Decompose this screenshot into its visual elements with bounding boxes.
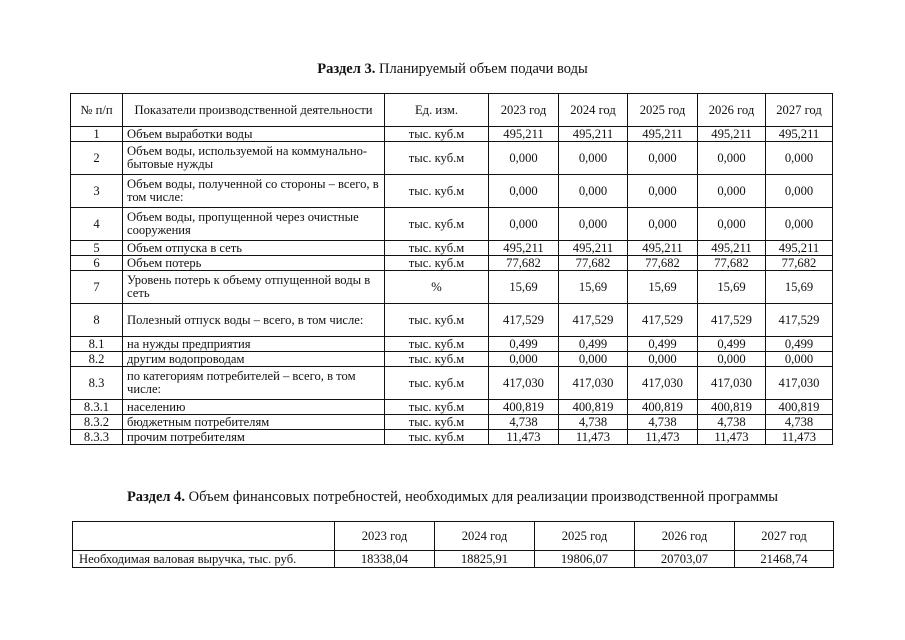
- row-value: 77,682: [489, 256, 559, 271]
- row-value: 0,000: [489, 175, 559, 208]
- row-value: 0,499: [766, 337, 833, 352]
- row-value: 0,499: [628, 337, 698, 352]
- header-year: 2027 год: [735, 522, 834, 551]
- row-num: 8.1: [71, 337, 123, 352]
- header-year: 2027 год: [766, 94, 833, 127]
- row-num: 6: [71, 256, 123, 271]
- table-row: [71, 400, 833, 415]
- row-name: прочим потребителям: [123, 430, 385, 445]
- row-name: на нужды предприятия: [123, 337, 385, 352]
- row-value: 0,000: [698, 208, 766, 241]
- table-row: [71, 337, 833, 352]
- section-3-title-bold: Раздел 3.: [317, 61, 376, 77]
- row-value: 77,682: [766, 256, 833, 271]
- row-name: Уровень потерь к объему отпущенной воды в сеть: [123, 271, 385, 304]
- row-value: 400,819: [628, 400, 698, 415]
- section-4-title: [0, 488, 905, 506]
- table-row: [71, 271, 833, 304]
- header-year: 2024 год: [435, 522, 535, 551]
- row-value: 0,000: [559, 208, 628, 241]
- row-num: 8.3.1: [71, 400, 123, 415]
- header-num: № п/п: [71, 94, 123, 127]
- row-value: 0,499: [559, 337, 628, 352]
- row-unit: %: [385, 271, 489, 304]
- financial-needs-table: [72, 521, 834, 568]
- row-value: 18338,04: [335, 551, 435, 568]
- table-row: [71, 367, 833, 400]
- row-value: 11,473: [489, 430, 559, 445]
- row-name: Необходимая валовая выручка, тыс. руб.: [73, 551, 335, 568]
- row-value: 417,030: [698, 367, 766, 400]
- row-value: 0,000: [489, 352, 559, 367]
- row-value: 0,000: [628, 352, 698, 367]
- row-name: Полезный отпуск воды – всего, в том числе:: [123, 304, 385, 337]
- row-value: 400,819: [698, 400, 766, 415]
- row-value: 495,211: [559, 241, 628, 256]
- row-value: 0,000: [766, 142, 833, 175]
- row-unit: тыс. куб.м: [385, 208, 489, 241]
- table-row: [71, 127, 833, 142]
- row-name: бюджетным потребителям: [123, 415, 385, 430]
- row-unit: тыс. куб.м: [385, 256, 489, 271]
- table-row: [71, 415, 833, 430]
- table-row: [71, 256, 833, 271]
- row-num: 8: [71, 304, 123, 337]
- header-year: 2023 год: [335, 522, 435, 551]
- row-value: 0,000: [698, 175, 766, 208]
- row-value: 0,000: [628, 142, 698, 175]
- water-supply-table-body: [71, 127, 833, 445]
- row-value: 0,000: [766, 352, 833, 367]
- row-unit: тыс. куб.м: [385, 400, 489, 415]
- row-value: 495,211: [489, 127, 559, 142]
- row-value: 0,000: [559, 142, 628, 175]
- row-value: 0,000: [559, 175, 628, 208]
- row-value: 417,030: [628, 367, 698, 400]
- row-value: 15,69: [489, 271, 559, 304]
- row-num: 8.2: [71, 352, 123, 367]
- row-value: 417,030: [559, 367, 628, 400]
- row-value: 4,738: [628, 415, 698, 430]
- header-row: [71, 94, 833, 127]
- section-3-title-text: Планируемый объем подачи воды: [375, 61, 588, 77]
- row-name: населению: [123, 400, 385, 415]
- table-row: [71, 208, 833, 241]
- row-name: Объем выработки воды: [123, 127, 385, 142]
- row-unit: тыс. куб.м: [385, 304, 489, 337]
- header-year: 2023 год: [489, 94, 559, 127]
- header-row: [73, 522, 834, 551]
- row-num: 5: [71, 241, 123, 256]
- row-value: 19806,07: [535, 551, 635, 568]
- table-row: [71, 430, 833, 445]
- row-num: 1: [71, 127, 123, 142]
- row-num: 8.3.3: [71, 430, 123, 445]
- row-value: 11,473: [559, 430, 628, 445]
- row-value: 0,000: [559, 352, 628, 367]
- row-value: 4,738: [489, 415, 559, 430]
- row-value: 400,819: [766, 400, 833, 415]
- header-year: 2025 год: [535, 522, 635, 551]
- row-value: 11,473: [766, 430, 833, 445]
- row-value: 0,000: [698, 352, 766, 367]
- row-value: 4,738: [766, 415, 833, 430]
- row-value: 417,529: [559, 304, 628, 337]
- row-num: 8.3: [71, 367, 123, 400]
- header-unit: Ед. изм.: [385, 94, 489, 127]
- section-4-title-bold: Раздел 4.: [126, 489, 186, 505]
- row-value: 495,211: [628, 127, 698, 142]
- row-value: 417,030: [489, 367, 559, 400]
- header-year: 2026 год: [635, 522, 735, 551]
- row-value: 495,211: [489, 241, 559, 256]
- row-value: 11,473: [698, 430, 766, 445]
- row-value: 495,211: [766, 127, 833, 142]
- row-unit: тыс. куб.м: [385, 241, 489, 256]
- row-name: Объем воды, пропущенной через очистные сооружения: [123, 208, 385, 241]
- row-num: 3: [71, 175, 123, 208]
- section-3-title: [0, 60, 905, 78]
- row-unit: тыс. куб.м: [385, 430, 489, 445]
- table-row: [73, 551, 834, 568]
- row-value: 77,682: [698, 256, 766, 271]
- row-value: 21468,74: [735, 551, 834, 568]
- row-value: 495,211: [766, 241, 833, 256]
- row-value: 417,529: [628, 304, 698, 337]
- row-value: 15,69: [698, 271, 766, 304]
- water-supply-table: [70, 93, 833, 445]
- row-value: 400,819: [559, 400, 628, 415]
- row-value: 417,529: [698, 304, 766, 337]
- row-value: 417,529: [489, 304, 559, 337]
- table-row: [71, 352, 833, 367]
- row-name: Объем отпуска в сеть: [123, 241, 385, 256]
- header-year: 2025 год: [628, 94, 698, 127]
- row-value: 0,000: [698, 142, 766, 175]
- row-value: 4,738: [698, 415, 766, 430]
- row-unit: тыс. куб.м: [385, 352, 489, 367]
- row-unit: тыс. куб.м: [385, 367, 489, 400]
- row-value: 77,682: [628, 256, 698, 271]
- row-num: 7: [71, 271, 123, 304]
- row-num: 4: [71, 208, 123, 241]
- row-value: 20703,07: [635, 551, 735, 568]
- row-value: 15,69: [766, 271, 833, 304]
- row-value: 495,211: [628, 241, 698, 256]
- row-unit: тыс. куб.м: [385, 415, 489, 430]
- row-value: 15,69: [628, 271, 698, 304]
- row-value: 417,529: [766, 304, 833, 337]
- header-empty: [73, 522, 335, 551]
- row-value: 0,000: [628, 208, 698, 241]
- row-value: 0,000: [628, 175, 698, 208]
- table-row: [71, 304, 833, 337]
- header-year: 2024 год: [559, 94, 628, 127]
- table-row: [71, 142, 833, 175]
- header-indicator: Показатели производственной деятельности: [123, 94, 385, 127]
- table-row: [71, 241, 833, 256]
- row-name: Объем воды, полученной со стороны – всего, в том числе:: [123, 175, 385, 208]
- row-value: 417,030: [766, 367, 833, 400]
- row-value: 495,211: [698, 127, 766, 142]
- row-value: 495,211: [559, 127, 628, 142]
- row-value: 0,000: [489, 208, 559, 241]
- row-value: 0,499: [489, 337, 559, 352]
- row-name: по категориям потребителей – всего, в том числе:: [123, 367, 385, 400]
- row-value: 15,69: [559, 271, 628, 304]
- section-4-title-text: Объем финансовых потребностей, необходимых для реализации производственной программы: [185, 489, 779, 505]
- row-unit: тыс. куб.м: [385, 127, 489, 142]
- row-value: 0,000: [489, 142, 559, 175]
- row-num: 2: [71, 142, 123, 175]
- row-name: Объем воды, используемой на коммунально-бытовые нужды: [123, 142, 385, 175]
- row-unit: тыс. куб.м: [385, 142, 489, 175]
- row-value: 77,682: [559, 256, 628, 271]
- row-name: Объем потерь: [123, 256, 385, 271]
- row-unit: тыс. куб.м: [385, 175, 489, 208]
- row-value: 400,819: [489, 400, 559, 415]
- row-name: другим водопроводам: [123, 352, 385, 367]
- row-value: 11,473: [628, 430, 698, 445]
- row-value: 4,738: [559, 415, 628, 430]
- row-value: 0,000: [766, 175, 833, 208]
- row-value: 0,499: [698, 337, 766, 352]
- row-num: 8.3.2: [71, 415, 123, 430]
- row-value: 495,211: [698, 241, 766, 256]
- table-row: [71, 175, 833, 208]
- header-year: 2026 год: [698, 94, 766, 127]
- row-value: 18825,91: [435, 551, 535, 568]
- row-unit: тыс. куб.м: [385, 337, 489, 352]
- row-value: 0,000: [766, 208, 833, 241]
